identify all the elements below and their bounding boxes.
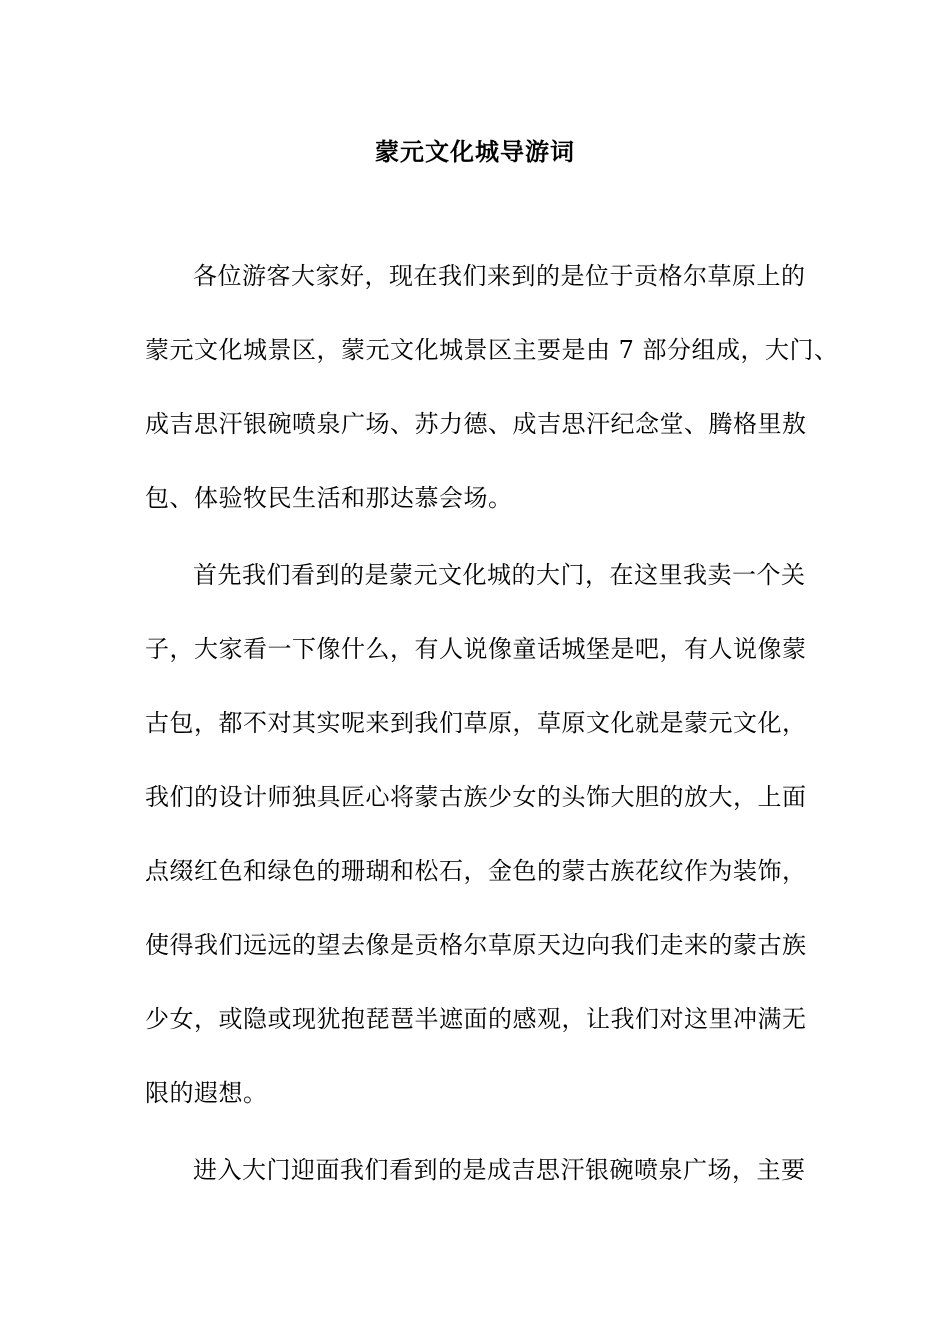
paragraph-line: 各位游客大家好，现在我们来到的是位于贡格尔草原上的 [193,262,806,290]
paragraph-line: 我们的设计师独具匠心将蒙古族少女的头饰大胆的放大，上面 [145,783,807,811]
paragraph-line: 点缀红色和绿色的珊瑚和松石，金色的蒙古族花纹作为装饰， [145,857,807,885]
paragraph-line: 成吉思汗银碗喷泉广场、苏力德、成吉思汗纪念堂、腾格里敖 [145,410,807,438]
paragraph-line: 包、体验牧民生活和那达慕会场。 [145,484,513,512]
paragraph-line: 蒙元文化城景区，蒙元文化城景区主要是由 7 部分组成，大门、 [145,336,839,364]
paragraph-line: 使得我们远远的望去像是贡格尔草原天边向我们走来的蒙古族 [145,931,807,959]
paragraph-line: 进入大门迎面我们看到的是成吉思汗银碗喷泉广场，主要 [193,1156,806,1184]
paragraph-line: 少女，或隐或现犹抱琵琶半遮面的感观，让我们对这里冲满无 [145,1005,807,1033]
paragraph-line: 限的遐想。 [145,1079,268,1107]
paragraph-line: 古包，都不对其实呢来到我们草原，草原文化就是蒙元文化， [145,709,807,737]
paragraph-line: 首先我们看到的是蒙元文化城的大门，在这里我卖一个关 [193,561,806,589]
paragraph-line: 子，大家看一下像什么，有人说像童话城堡是吧，有人说像蒙 [145,635,807,663]
document-title: 蒙元文化城导游词 [375,137,575,166]
